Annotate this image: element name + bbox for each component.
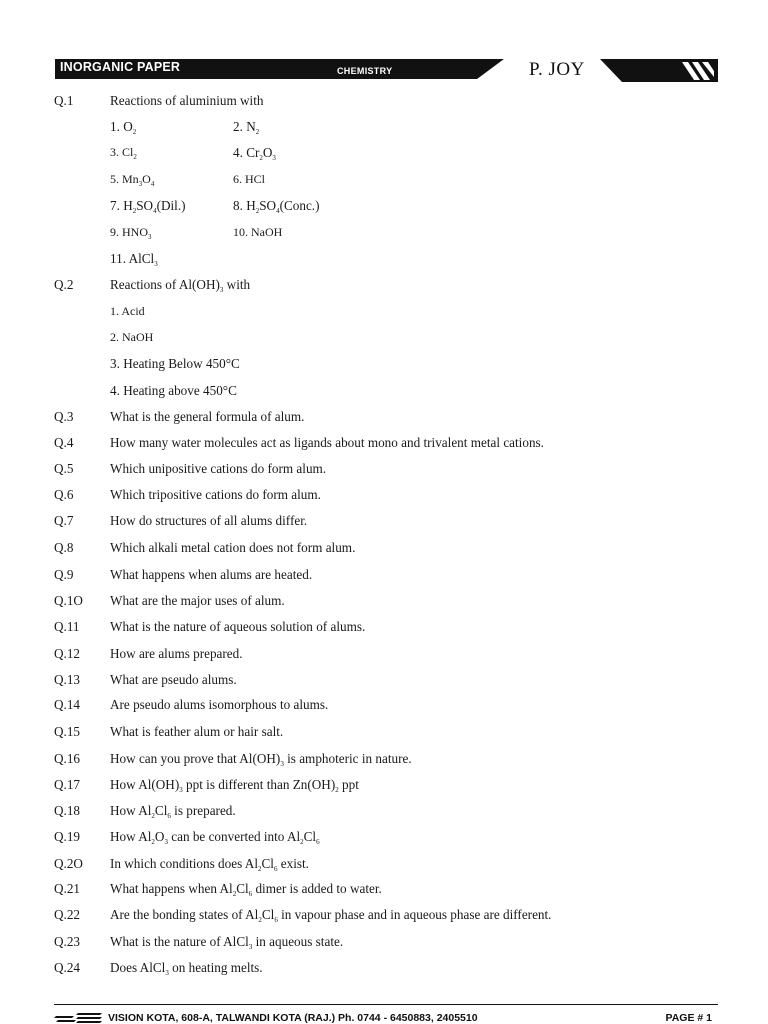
sub-item-row xyxy=(0,304,768,326)
question-row xyxy=(0,646,768,668)
sub-item: 10. NaOH xyxy=(233,225,283,239)
question-number: Q.19 xyxy=(54,829,81,844)
sub-item-row xyxy=(0,198,768,220)
page-number: PAGE # 1 xyxy=(665,1012,712,1024)
question-row xyxy=(0,672,768,694)
question-number: Q.16 xyxy=(54,751,81,766)
question-row xyxy=(0,435,768,457)
sub-item-row xyxy=(0,356,768,378)
sub-item-row xyxy=(0,172,768,194)
author-name: P. JOY xyxy=(529,59,585,80)
sub-item: 5. $Mn_3O_4$ xyxy=(110,172,155,188)
question-text: Does AlCl$_3$ on heating melts. xyxy=(110,960,263,977)
question-number: Q.5 xyxy=(54,461,74,476)
question-text: How can you prove that $Al(OH)_3$ is amphoteric in nature. xyxy=(110,751,412,768)
sub-item-row xyxy=(0,330,768,352)
subject-label: CHEMISTRY xyxy=(337,66,393,76)
question-number: Q.1O xyxy=(54,593,83,608)
sub-item: 4. Heating above 450°C xyxy=(110,383,237,398)
sub-item-row xyxy=(0,225,768,247)
question-text: Which tripositive cations do form alum. xyxy=(110,487,321,502)
question-row xyxy=(0,487,768,509)
question-number: Q.13 xyxy=(54,672,81,687)
question-row xyxy=(0,567,768,589)
question-text: How do structures of all alums differ. xyxy=(110,513,308,528)
question-row xyxy=(0,751,768,773)
question-text: How $Al(OH)_3$ ppt is different than $Zn(OH)_2$ ppt xyxy=(110,777,359,794)
sub-item: 7. $H_2SO_4(Dil.)$ xyxy=(110,198,186,215)
question-number: Q.8 xyxy=(54,540,74,555)
question-row xyxy=(0,960,768,982)
question-number: Q.3 xyxy=(54,409,74,424)
sub-item: 2. NaOH xyxy=(110,330,154,344)
question-row xyxy=(0,513,768,535)
question-number: Q.9 xyxy=(54,567,74,582)
question-row xyxy=(0,934,768,956)
question-row xyxy=(0,461,768,483)
paper-title: INORGANIC PAPER xyxy=(60,60,181,74)
question-text: What happens when alums are heated. xyxy=(110,567,313,582)
sub-item-row xyxy=(0,251,768,273)
question-row xyxy=(0,907,768,929)
question-number: Q.12 xyxy=(54,646,81,661)
question-row xyxy=(0,881,768,903)
sub-item: 6. HCl xyxy=(233,172,266,186)
question-number: Q.24 xyxy=(54,960,81,975)
footer-address: VISION KOTA, 608-A, TALWANDI KOTA (RAJ.) Ph. 0744 - 6450883, 2405510 xyxy=(108,1012,478,1024)
question-text: What are the major uses of alum. xyxy=(110,593,285,608)
question-number: Q.18 xyxy=(54,803,81,818)
question-text: How many water molecules act as ligands about mono and trivalent metal cations. xyxy=(110,435,544,450)
question-number: Q.22 xyxy=(54,907,81,922)
question-row xyxy=(0,409,768,431)
question-text: Reactions of aluminium with xyxy=(110,93,264,108)
question-number: Q.4 xyxy=(54,435,74,450)
sub-item-row xyxy=(0,145,768,167)
question-number: Q.6 xyxy=(54,487,74,502)
question-row xyxy=(0,829,768,851)
question-text: What happens when $Al_2Cl_6$ dimer is added to water. xyxy=(110,881,382,898)
sub-item-row xyxy=(0,383,768,405)
question-text: How $Al_2Cl_6$ is prepared. xyxy=(110,803,236,820)
vision-logo-icon xyxy=(54,1011,104,1024)
sub-item: 9. $HNO_3$ xyxy=(110,225,152,241)
question-text: Which unipositive cations do form alum. xyxy=(110,461,327,476)
question-row xyxy=(0,777,768,799)
question-text: Reactions of $Al(OH)_3$ with xyxy=(110,277,251,294)
question-text: Which alkali metal cation does not form alum. xyxy=(110,540,356,555)
question-number: Q.14 xyxy=(54,697,81,712)
question-number: Q.11 xyxy=(54,619,80,634)
sub-item: 3. Heating Below 450°C xyxy=(110,356,240,371)
question-row xyxy=(0,540,768,562)
question-row xyxy=(0,697,768,719)
question-row xyxy=(0,856,768,878)
question-number: Q.23 xyxy=(54,934,81,949)
question-number: Q.15 xyxy=(54,724,81,739)
question-number: Q.2O xyxy=(54,856,83,871)
question-number: Q.17 xyxy=(54,777,81,792)
sub-item: 1. $O_2$ xyxy=(110,119,137,136)
question-row xyxy=(0,724,768,746)
sub-item: 3. $Cl_2$ xyxy=(110,145,137,161)
question-text: What is the nature of aqueous solution of alums. xyxy=(110,619,366,634)
question-row xyxy=(0,93,768,115)
question-text: What are pseudo alums. xyxy=(110,672,237,687)
question-number: Q.1 xyxy=(54,93,74,108)
sub-item: 4. $Cr_2O_3$ xyxy=(233,145,276,162)
footer-divider xyxy=(54,1004,718,1005)
question-row xyxy=(0,593,768,615)
sub-item: 11. AlCl$_3$ xyxy=(110,251,158,268)
question-text: In which conditions does $Al_2Cl_6$ exist. xyxy=(110,856,309,873)
question-text: How $Al_2O_3$ can be converted into $Al_2Cl_6$ xyxy=(110,829,320,846)
question-number: Q.7 xyxy=(54,513,74,528)
question-number: Q.2 xyxy=(54,277,74,292)
sub-item-row xyxy=(0,119,768,141)
question-text: Are the bonding states of $Al_2Cl_6$ in vapour phase and in aqueous phase are different. xyxy=(110,907,552,924)
question-row xyxy=(0,803,768,825)
sub-item: 1. Acid xyxy=(110,304,145,318)
question-row xyxy=(0,619,768,641)
question-text: What is the general formula of alum. xyxy=(110,409,305,424)
question-text: What is the nature of AlCl$_3$ in aqueous state. xyxy=(110,934,344,951)
question-text: Are pseudo alums isomorphous to alums. xyxy=(110,697,329,712)
sub-item: 2. $N_2$ xyxy=(233,119,260,136)
question-number: Q.21 xyxy=(54,881,81,896)
question-row xyxy=(0,277,768,299)
sub-item: 8. $H_2SO_4(Conc.)$ xyxy=(233,198,320,215)
question-text: What is feather alum or hair salt. xyxy=(110,724,284,739)
question-text: How are alums prepared. xyxy=(110,646,243,661)
